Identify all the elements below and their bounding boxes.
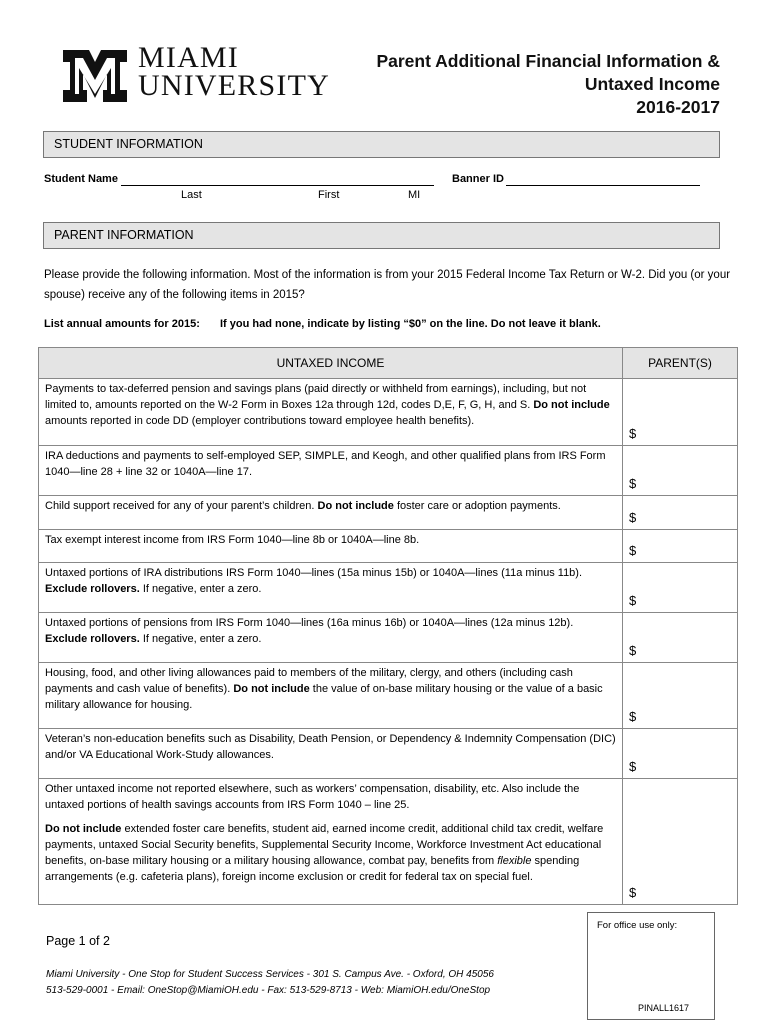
amount-field[interactable]: $ <box>623 496 738 530</box>
parent-section-header: PARENT INFORMATION <box>43 222 720 249</box>
table-row <box>39 779 738 905</box>
row-description: Other untaxed income not reported elsewhere, such as workers’ compensation, disability, etc. Also include the untaxed portions of health savings accounts from IRS Form 1040 – line 25. Do not include extended foster care benefits, student aid, earned income credit, additional child tax credit, welfare payments, untaxed Social Security benefits, Supplemental Security Income, Workforce Investment Act educational benefits, on-base military housing or a military housing allowance, combat pay, benefits from flexible spending arrangements (e.g. cafeteria plans), foreign income exclusion or credit for federal tax on special fuel. <box>39 779 623 905</box>
parents-header: PARENT(S) <box>623 348 738 379</box>
table-header-row <box>39 348 738 379</box>
row-description: Untaxed portions of IRA distributions IRS Form 1040—lines (15a minus 15b) or 1040A—lines (11a minus 11b). Exclude rollovers. If negative, enter a zero. <box>39 563 623 613</box>
form-code: PINALL1617 <box>638 1003 690 1013</box>
table-row <box>39 663 738 729</box>
first-name-caption: First <box>318 189 340 201</box>
page-number: Page 1 of 2 <box>46 934 110 948</box>
footer-contact: 513-529-0001 - Email: OneStop@MiamiOH.edu - Fax: 513-529-8713 - Web: MiamiOH.edu/OneStop <box>46 985 491 996</box>
amount-field[interactable]: $ <box>623 779 738 905</box>
last-name-caption: Last <box>181 189 202 201</box>
table-row <box>39 530 738 563</box>
untaxed-income-header: UNTAXED INCOME <box>39 348 623 379</box>
table-row <box>39 563 738 613</box>
amount-field[interactable]: $ <box>623 379 738 446</box>
student-name-label: Student Name <box>44 173 118 185</box>
row-description: Child support received for any of your parent’s children. Do not include foster care or adoption payments. <box>39 496 623 530</box>
row-description: Veteran’s non-education benefits such as Disability, Death Pension, or Dependency & Indemnity Compensation (DIC) and/or VA Educational Work-Study allowances. <box>39 729 623 779</box>
table-row <box>39 496 738 530</box>
student-name-field[interactable] <box>121 173 434 186</box>
table-row <box>39 613 738 663</box>
contact-footer <box>46 967 494 999</box>
amount-instructions <box>44 318 601 330</box>
table-row <box>39 379 738 446</box>
banner-id-label: Banner ID <box>452 173 504 185</box>
amount-field[interactable]: $ <box>623 446 738 496</box>
list-note: If you had none, indicate by listing “$0” on the line. Do not leave it blank. <box>220 318 601 330</box>
banner-id-field[interactable] <box>506 173 700 186</box>
row-description: Payments to tax-deferred pension and savings plans (paid directly or withheld from earnings), including, but not limited to, amounts reported on the W-2 Form in Boxes 12a through 12d, codes D,E, F, G, H, and S. Do not include amounts reported in code DD (employer contributions toward employee health benefits). <box>39 379 623 446</box>
amount-field[interactable]: $ <box>623 530 738 563</box>
office-use-label: For office use only: <box>597 920 678 931</box>
row-description: Untaxed portions of pensions from IRS Form 1040—lines (16a minus 16b) or 1040A—lines (12a minus 12b). Exclude rollovers. If negative, enter a zero. <box>39 613 623 663</box>
university-wordmark: MIAMI UNIVERSITY <box>138 41 330 102</box>
table-row <box>39 446 738 496</box>
office-use-box <box>587 912 715 1020</box>
student-section-header: STUDENT INFORMATION <box>43 131 720 158</box>
row-description: Housing, food, and other living allowances paid to members of the military, clergy, and others (including cash payments and cash value of benefits). Do not include the value of on-base military housing or the value of a basic military allowance for housing. <box>39 663 623 729</box>
amount-field[interactable]: $ <box>623 729 738 779</box>
footer-address: Miami University - One Stop for Student Success Services - 301 S. Campus Ave. - Oxford, OH 45056 <box>46 969 494 980</box>
row-description: Tax exempt interest income from IRS Form 1040—line 8b or 1040A—line 8b. <box>39 530 623 563</box>
miami-m-logo-icon <box>63 50 127 102</box>
list-label: List annual amounts for 2015: <box>44 318 200 330</box>
untaxed-income-table <box>38 347 738 905</box>
instructions-text: Please provide the following information. Most of the information is from your 2015 Federal Income Tax Return or W-2. Did you (or your spouse) receive any of the following items in 2015? <box>44 269 731 301</box>
amount-field[interactable]: $ <box>623 663 738 729</box>
row-description: IRA deductions and payments to self-employed SEP, SIMPLE, and Keogh, and other qualified plans from IRS Form 1040—line 28 + line 32 or 1040A—line 17. <box>39 446 623 496</box>
amount-field[interactable]: $ <box>623 563 738 613</box>
table-row <box>39 729 738 779</box>
amount-field[interactable]: $ <box>623 613 738 663</box>
middle-initial-caption: MI <box>408 189 421 201</box>
document-title: Parent Additional Financial Information & Untaxed Income 2016-2017 <box>376 51 720 117</box>
